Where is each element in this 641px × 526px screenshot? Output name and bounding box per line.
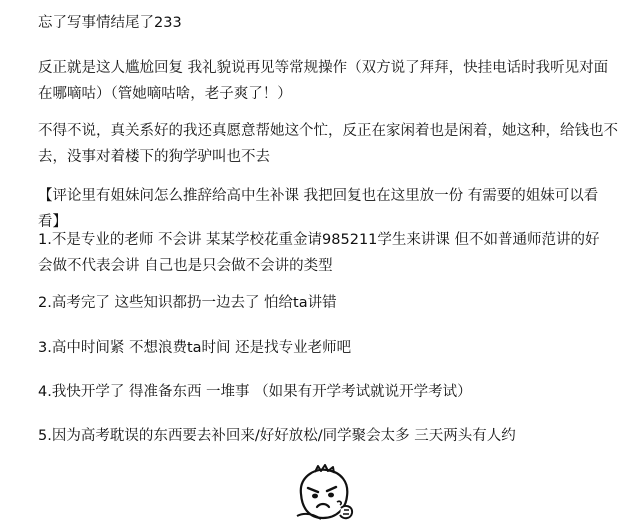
paragraph-7: 3.高中时间紧 不想浪费ta时间 还是找专业老师吧 xyxy=(38,340,352,356)
paragraph-1: 忘了写事情结尾了233 xyxy=(38,15,182,31)
paragraph-8: 4.我快开学了 得准备东西 一堆事 （如果有开学考试就说开学考试） xyxy=(38,384,472,400)
paragraph-6: 2.高考完了 这些知识都扔一边去了 怕给ta讲错 xyxy=(38,295,337,311)
sulking-cartoon-face-sticker-icon xyxy=(291,464,355,522)
paragraph-2: 反正就是这人尴尬回复 我礼貌说再见等常规操作（双方说了拜拜，快挂电话时我听见对面在哪嘀咕）（管她嘀咕啥，老子爽了！） xyxy=(38,60,609,102)
paragraph-4: 【评论里有姐妹问怎么推辞给高中生补课 我把回复也在这里放一份 有需要的姐妹可以看看】 xyxy=(38,188,599,230)
paragraph-9: 5.因为高考耽误的东西要去补回来/好好放松/同学聚会太多 三天两头有人约 xyxy=(38,428,516,444)
paragraph-3: 不得不说，真关系好的我还真愿意帮她这个忙，反正在家闲着也是闲着，她这种，给钱也不去，没事对着楼下的狗学驴叫也不去 xyxy=(38,123,618,165)
paragraph-5: 1.不是专业的老师 不会讲 某某学校花重金请985211学生来讲课 但不如普通师范讲的好 会做不代表会讲 自己也是只会做不会讲的类型 xyxy=(38,232,600,274)
